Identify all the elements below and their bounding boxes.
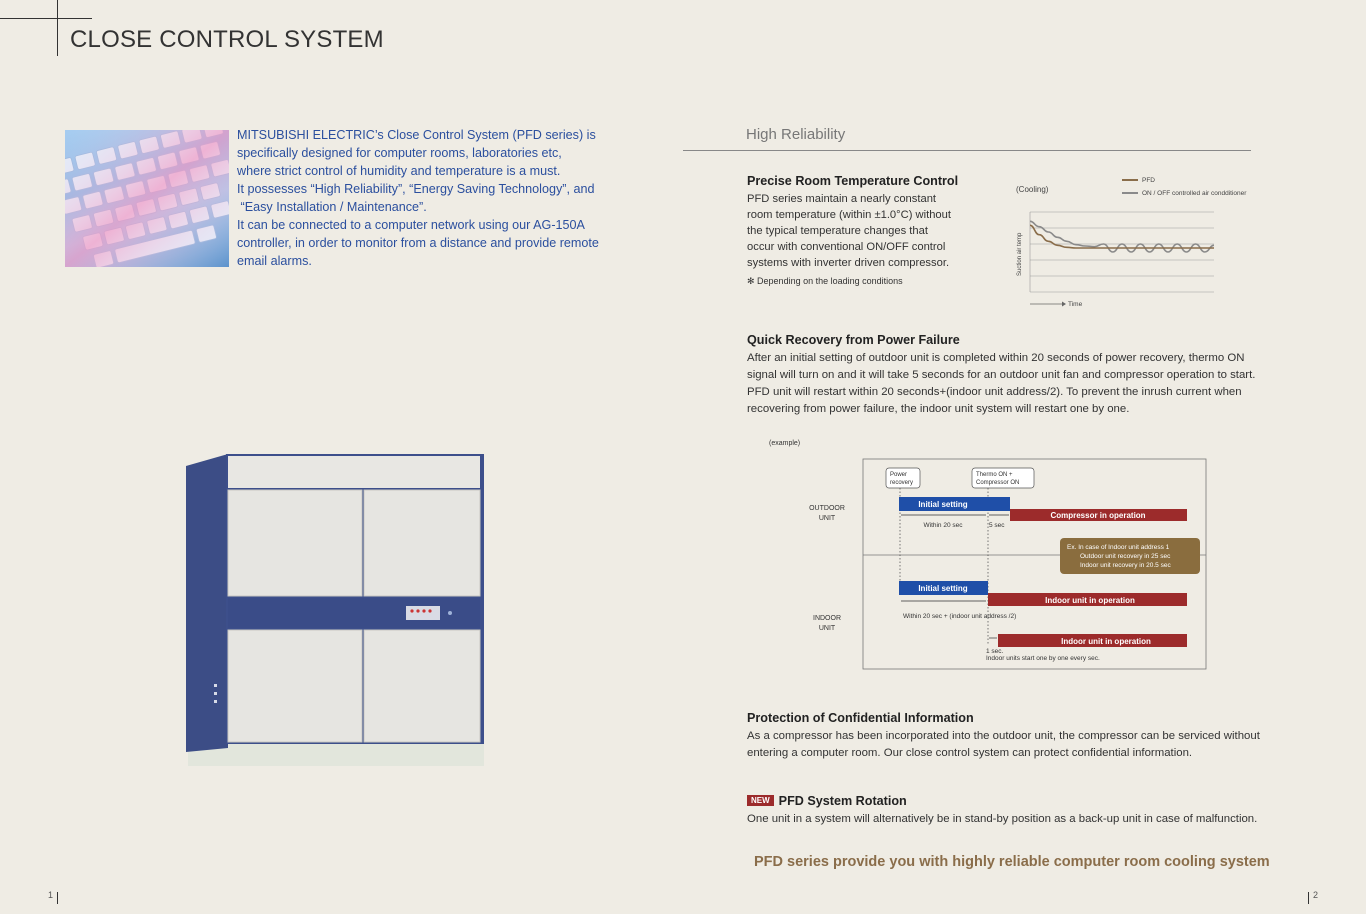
start-one-by-one-label: Indoor units start one by one every sec. <box>986 655 1100 662</box>
indoor-label-line2: UNIT <box>818 625 836 632</box>
body-line: systems with inverter driven compressor. <box>747 257 950 269</box>
thermo-on-line1: Thermo ON + <box>976 472 1013 478</box>
example-note-line2: Outdoor unit recovery in 25 sec <box>1080 553 1171 560</box>
intro-line: controller, in order to monitor from a distance and provide remote <box>237 236 599 250</box>
chart-y-label: Suction air temp <box>1017 232 1023 276</box>
within-20-addr-label: Within 20 sec + (indoor unit address /2) <box>903 613 1017 620</box>
within-20-label: Within 20 sec <box>923 522 963 529</box>
quick-recovery-body <box>747 350 1307 418</box>
loading-conditions-note: ✻ Depending on the loading conditions <box>747 276 903 286</box>
body-line: recovering from power failure, the indoor unit system will restart one by one. <box>747 403 1130 415</box>
power-recovery-line1: Power <box>890 472 908 478</box>
body-line: signal will turn on and it will take 5 seconds for an outdoor unit fan and compressor operation to start. <box>747 369 1256 381</box>
body-line: PFD unit will restart within 20 seconds+(indoor unit address/2). To prevent the inrush current when <box>747 386 1242 398</box>
example-label: (example) <box>769 440 801 447</box>
keyboard-photo <box>65 130 229 267</box>
body-line: entering a computer room. Our close control system can protect confidential information. <box>747 747 1193 759</box>
chart-title: (Cooling) <box>1016 185 1049 194</box>
five-sec-label: 5 sec <box>989 522 1005 529</box>
intro-line: It can be connected to a computer network using our AG-150A <box>237 218 585 232</box>
power-recovery-timing-diagram <box>760 435 1210 675</box>
intro-line: “Easy Installation / Maintenance”. <box>237 200 427 214</box>
page-marker-right <box>1308 892 1309 904</box>
precise-temp-title: Precise Room Temperature Control <box>747 174 959 188</box>
chart-x-label: Time <box>1068 301 1083 308</box>
quick-recovery-title: Quick Recovery from Power Failure <box>747 333 960 347</box>
outdoor-label-line1: OUTDOOR <box>809 505 845 512</box>
body-line: occur with conventional ON/OFF control <box>747 241 946 253</box>
protection-body <box>747 728 1307 762</box>
compressor-operation-label: Compressor in operation <box>1050 511 1146 520</box>
new-badge: NEW <box>747 795 774 806</box>
body-line: the typical temperature changes that <box>747 225 928 237</box>
intro-line: email alarms. <box>237 254 312 268</box>
body-line: PFD series maintain a nearly constant <box>747 193 937 205</box>
rotation-title-row <box>747 794 907 808</box>
outdoor-thermo-bar <box>988 497 1010 511</box>
intro-line: where strict control of humidity and temperature is a must. <box>237 164 561 178</box>
pfd-unit-illustration <box>186 452 486 770</box>
indoor-initial-setting-label: Initial setting <box>918 584 968 593</box>
protection-title: Protection of Confidential Information <box>747 711 974 725</box>
section-heading-high-reliability: High Reliability <box>746 126 846 143</box>
corner-mark-vertical <box>57 0 58 56</box>
one-sec-label: 1 sec. <box>986 648 1004 655</box>
tagline: PFD series provide you with highly reliable computer room cooling system <box>754 854 1270 870</box>
intro-text <box>237 126 617 270</box>
chart-lines <box>1030 221 1214 252</box>
legend-label-onoff: ON / OFF controlled air condditioner <box>1142 190 1247 197</box>
thermo-on-line2: Compressor ON <box>976 480 1020 486</box>
indoor-operation-label-2: Indoor unit in operation <box>1061 637 1151 646</box>
indoor-label-line1: INDOOR <box>813 615 841 622</box>
time-arrow-head <box>1062 302 1066 307</box>
corner-mark-horizontal <box>0 18 92 19</box>
rotation-title: PFD System Rotation <box>778 794 907 808</box>
page-number-left: 1 <box>48 890 54 900</box>
legend-label-pfd: PFD <box>1142 177 1155 184</box>
body-line: As a compressor has been incorporated into the outdoor unit, the compressor can be serviced without <box>747 730 1260 742</box>
page-number-right: 2 <box>1313 890 1319 900</box>
section-divider <box>683 150 1251 151</box>
intro-line: MITSUBISHI ELECTRIC’s Close Control System (PFD series) is <box>237 128 596 142</box>
temperature-chart <box>1010 172 1270 312</box>
intro-line: specifically designed for computer rooms, laboratories etc, <box>237 146 562 160</box>
page-marker-left <box>57 892 58 904</box>
outdoor-label-line2: UNIT <box>818 515 836 522</box>
page-title: CLOSE CONTROL SYSTEM <box>70 26 384 53</box>
example-note-line1: Ex. In case of Indoor unit address 1 <box>1067 544 1170 551</box>
indoor-operation-label-1: Indoor unit in operation <box>1045 596 1135 605</box>
power-recovery-line2: recovery <box>890 480 914 486</box>
outdoor-initial-setting-label: Initial setting <box>918 500 968 509</box>
intro-line: It possesses “High Reliability”, “Energy Saving Technology”, and <box>237 182 595 196</box>
precise-temp-body <box>747 191 997 271</box>
rotation-body: One unit in a system will alternatively be in stand-by position as a back-up unit in case of malfunction. <box>747 813 1258 825</box>
body-line: After an initial setting of outdoor unit is completed within 20 seconds of power recovery, thermo ON <box>747 352 1245 364</box>
example-note-line3: Indoor unit recovery in 20.5 sec <box>1080 562 1171 569</box>
body-line: room temperature (within ±1.0°C) without <box>747 209 951 221</box>
